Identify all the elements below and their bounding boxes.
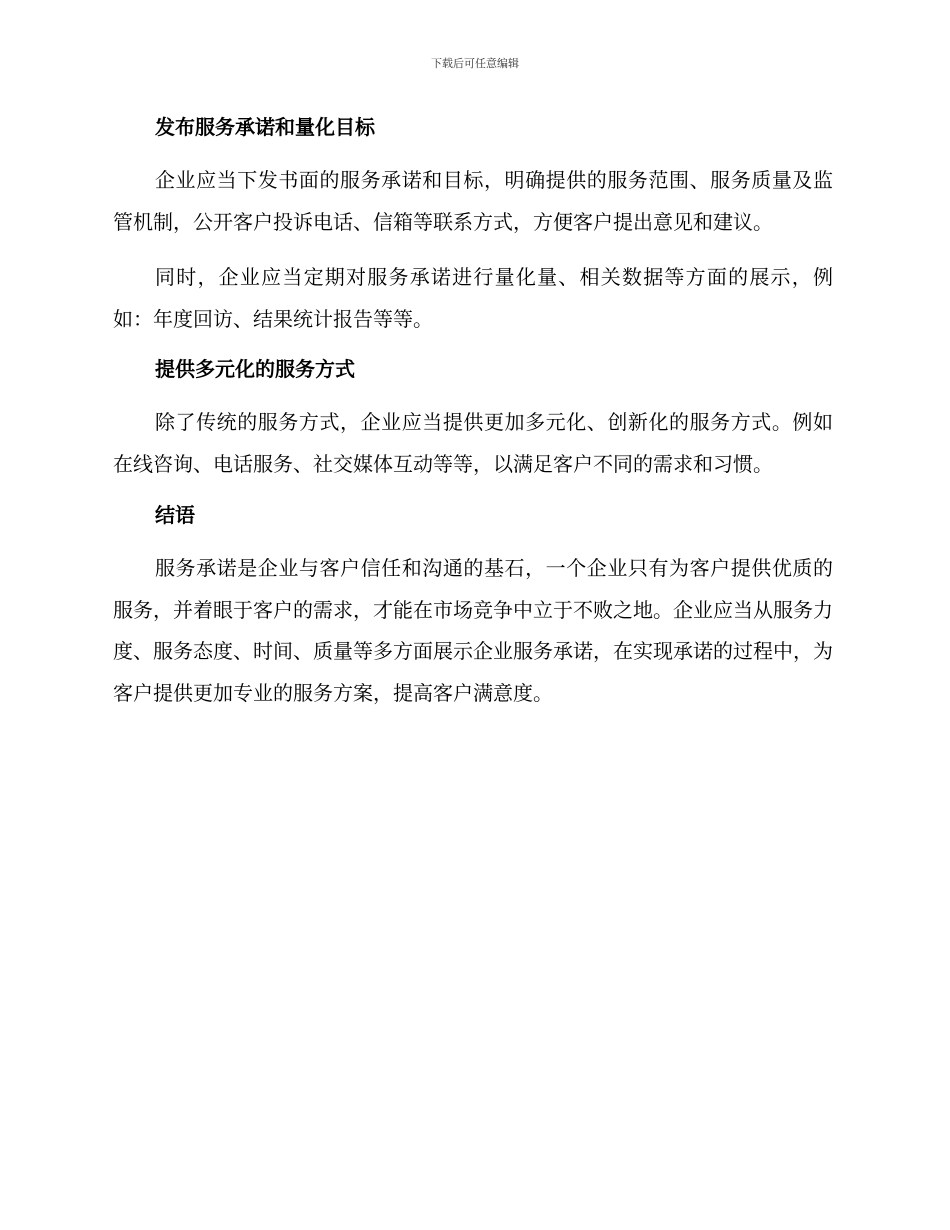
paragraph: 除了传统的服务方式，企业应当提供更加多元化、创新化的服务方式。例如在线咨询、电话服务、社交媒体互动等等，以满足客户不同的需求和习惯。 [113,410,833,476]
section-heading-conclusion: 结语 [155,503,195,527]
document-body [113,108,833,714]
paragraph: 企业应当下发书面的服务承诺和目标，明确提供的服务范围、服务质量及监管机制，公开客户投诉电话、信箱等联系方式，方便客户提出意见和建议。 [113,168,833,234]
header-note: 下载后可任意编辑 [431,57,519,70]
paragraph: 同时，企业应当定期对服务承诺进行量化量、相关数据等方面的展示，例如：年度回访、结果统计报告等等。 [113,265,833,331]
paragraph: 服务承诺是企业与客户信任和沟通的基石，一个企业只有为客户提供优质的服务，并着眼于客户的需求，才能在市场竞争中立于不败之地。企业应当从服务力度、服务态度、时间、质量等多方面展示企业服务承诺，在实现承诺的过程中，为客户提供更加专业的服务方案，提高客户满意度。 [113,556,833,705]
section-heading-service-commitment: 发布服务承诺和量化目标 [155,115,375,139]
section-heading-diversified-service: 提供多元化的服务方式 [155,357,355,381]
